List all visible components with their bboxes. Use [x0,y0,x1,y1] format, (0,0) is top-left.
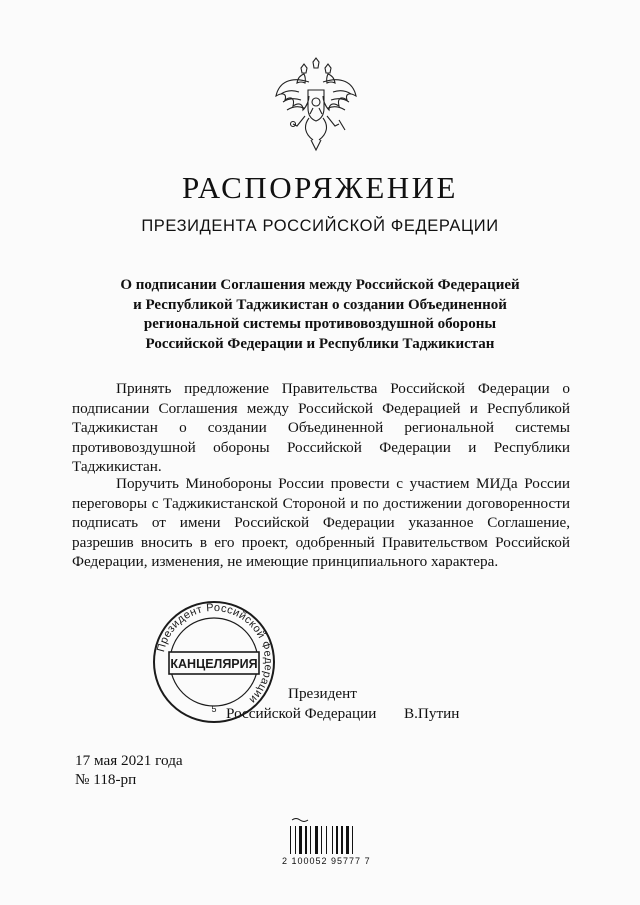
barcode-number: 2 100052 95777 7 [282,856,371,866]
barcode-bar [295,826,296,854]
barcode-bar [315,826,318,854]
barcode-bar [321,826,322,854]
barcode-bar [336,826,338,854]
stamp-number: 5 [211,704,217,714]
coat-of-arms-icon [273,56,359,154]
document-number: № 118-рп [75,771,137,788]
document-subtitle: ПРЕЗИДЕНТА РОССИЙСКОЙ ФЕДЕРАЦИИ [141,217,499,235]
barcode-bar [332,826,333,854]
document-title: РАСПОРЯЖЕНИЕ [182,170,458,205]
barcode-bar [310,826,311,854]
heading-line: и Республикой Таджикистан о создании Объединенной [133,296,507,313]
barcode-bar [305,826,307,854]
stamp-center-text: КАНЦЕЛЯРИЯ [170,657,258,671]
heading-line: Российской Федерации и Республики Таджикистан [145,335,495,352]
document-date: 17 мая 2021 года [75,752,183,769]
document-heading [90,276,550,354]
official-stamp [152,600,276,724]
barcode-bar [290,826,291,854]
signature-title-line: Президент [288,685,357,702]
signature-name: В.Путин [404,705,460,722]
barcode-bar [299,826,302,854]
body-paragraph: Поручить Минобороны России провести с участием МИДа России переговоры с Таджикистанской Стороной и по достижении договоренности подписать от имени Российской Федерации указанное Соглашение, разрешив вносить в его проект, одобренный Правительством Российской Федерации, изменения, не имеющие принципиального характера. [72,475,570,571]
barcode-bar [352,826,353,854]
barcode-bar [346,826,349,854]
barcode-bar [341,826,343,854]
body-paragraph: Принять предложение Правительства Российской Федерации о подписании Соглашения между Российской Федерацией и Республикой Таджикистан о создании Объединенной региональной системы противовоздушной обороны Российской Федерации и Республики Таджикистан. [72,380,570,476]
heading-line: региональной системы противовоздушной обороны [143,316,497,332]
barcode-bar [326,826,327,854]
signature-title-line: Российской Федерации [226,705,377,722]
stamp-ring-text: Президент Российской Федерации [155,601,275,706]
heading-line: О подписании Соглашения между Российской Федерацией [120,277,520,293]
